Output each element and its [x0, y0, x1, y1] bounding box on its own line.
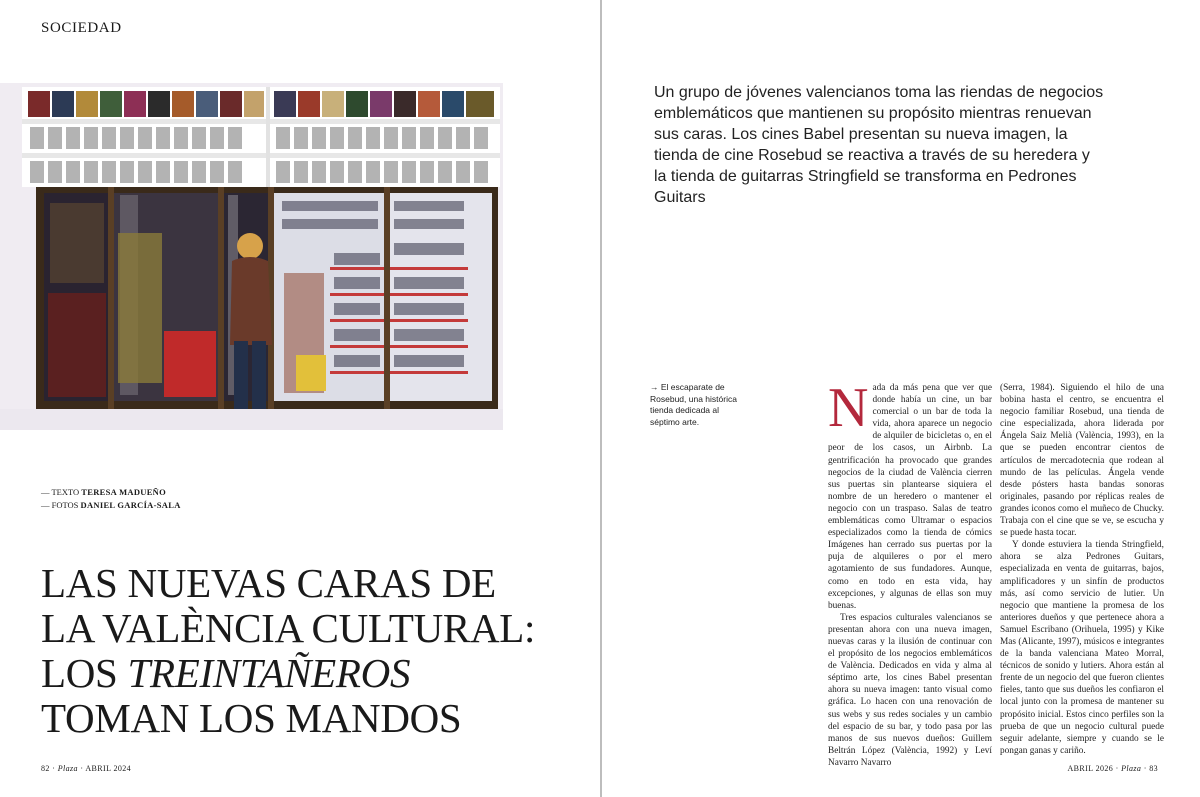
photo-credit-label: — FOTOS: [41, 500, 79, 510]
body-paragraph-1-text: ada da más pena que ver que donde había un cine, un bar comercial o un bar de toda la vida, ahora aparece un negocio de alquiler de bicicletas o, en el peor de los casos, un Airbnb. La gentrificación ha provocado que grandes negocios de la ciudad de València cierren sus puertas sin plantearse siquiera el nombre de un heredero o mantener el negocio con un traspaso. Salas de teatro emblemáticas como Ultramar o espacios especializados como la tienda de cómics Imágenes han cerrado sus puertas por la puja de alquileres o por el mero agotamiento de sus fundadores. Aunque, como en todo en esta vida, hay excepciones, y algunas de ellas son muy buenas.: [828, 383, 992, 611]
body-paragraph: [828, 377, 992, 612]
text-credit-label: — TEXTO: [41, 487, 80, 497]
article-dek: Un grupo de jóvenes valencianos toma las riendas de negocios emblemáticos que mantienen su propósito mientras renuevan sus caras. Los cines Babel presentan su nueva imagen, la tienda de cine Rosebud se reactiva a través de su heredera y la tienda de guitarras Stringfield se transforma en Pedrones Guitars: [654, 84, 1104, 206]
folio-right: ABRIL 2026 · Plaza · 83: [1067, 764, 1158, 773]
article-title: [41, 561, 581, 741]
photo-caption: → El escaparate de Rosebud, una histórica tienda dedicada al séptimo arte.: [650, 382, 737, 427]
credits: [41, 486, 181, 512]
text-credit-author: TERESA MADUEÑO: [81, 487, 167, 497]
section-label: SOCIEDAD: [41, 20, 122, 36]
photo-illustration: [0, 83, 503, 430]
title-line-3-start: LOS: [41, 650, 128, 696]
body-paragraph-2: Tres espacios culturales valencianos se presentan ahora con una nueva imagen, nuevas caras y la ilusión de continuar con el propósito de los negocios emblemáticos de València. Dedicados en vida y alma al séptimo arte, los cines Babel presentan ahora su nueva imagen: tanto visual como gráfica. Lo hacen con una renovación de sus webs y sus redes sociales y un cambio del espacio de su bar, y todo pasa por las manos de sus nuevos dueños: Guillem Beltrán López (València, 1992) y Leví Navarro Navarro: [828, 612, 992, 768]
text-credit: [41, 486, 181, 499]
folio-left-date: ABRIL 2024: [85, 764, 132, 773]
title-line-4: TOMAN LOS MANDOS: [41, 695, 462, 741]
folio-right-date: ABRIL 2026: [1067, 764, 1114, 773]
body-column-1: [828, 377, 992, 769]
photo-credit: [41, 499, 181, 512]
body-paragraph-3: (Serra, 1984). Siguiendo el hilo de una bobina hasta el centro, se encuentra el negocio familiar Rosebud, una tienda de cine especializada, ahora liderada por Ángela Saiz Melià (València, 1993), en la que se pueden encontrar cientos de artículos de mercadotecnia que rodean al mundo de las películas. Ángela vende desde pósters hasta bandas sonoras originales, pasando por réplicas reales de grandes iconos como el muñeco de Chucky. Trabaja con el cine que se ve, se escucha y se puede hasta tocar.: [1000, 383, 1164, 539]
body-column-2: [1000, 382, 1164, 757]
storefront-photo: [0, 83, 503, 430]
folio-left-page: 82: [41, 764, 50, 773]
folio-right-magazine: Plaza: [1121, 764, 1142, 773]
folio-left-magazine: Plaza: [57, 764, 78, 773]
title-line-1: LAS NUEVAS CARAS DE: [41, 560, 496, 606]
photo-credit-author: DANIEL GARCÍA-SALA: [80, 500, 181, 510]
body-paragraph-4: Y donde estuviera la tienda Stringfield, ahora se alza Pedrones Guitars, especializada en venta de guitarras, bajos, amplificadores y un sinfín de productos más, así como servicio de lutier. Un negocio que mantiene la promesa de los anteriores dueños y que pertenece ahora a Samuel Escribano (Orihuela, 1995) y Kike Mas (Alicante, 1997), músicos e integrantes de la banda valenciana Mateo Morral, técnicos de sonido y lutiers. Ahora están al frente de un negocio del que fueron clientes fieles, tanto que sus dueños les confiaron el local junto con la promesa de mantener su propósito inicial. Estos cinco perfiles son la prueba de que un negocio cultural puede seguir adelante, siempre y cuando se le pongan ganas y cariño.: [1000, 540, 1164, 756]
folio-right-page: 83: [1149, 764, 1158, 773]
drop-cap: N: [828, 377, 869, 439]
right-page: [602, 0, 1200, 797]
title-line-3-italic: TREINTAÑEROS: [127, 650, 411, 696]
folio-left: 82 · Plaza · ABRIL 2024: [41, 764, 132, 773]
title-line-2: LA VALÈNCIA CULTURAL:: [41, 605, 536, 651]
